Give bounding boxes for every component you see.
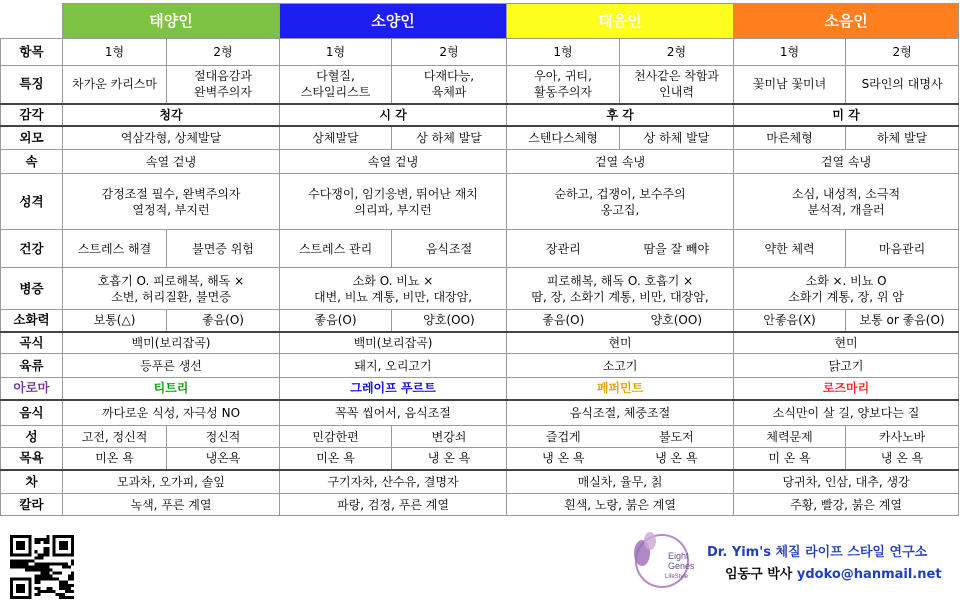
row-cha — [1, 470, 959, 494]
cell: 미 온 욕 — [734, 448, 846, 470]
cell: 매실차, 율무, 칡 — [507, 470, 734, 494]
cell: 절대음감과 완벽주의자 — [167, 66, 280, 104]
row-seong — [1, 426, 959, 448]
cell: 변강쇠 — [392, 426, 507, 448]
cell: 냉 온 욕 — [620, 448, 734, 470]
header-taeyangin: 태양인 — [63, 4, 280, 39]
cell: 다혈질, 스타일리스트 — [280, 66, 392, 104]
cell: 냉 온 욕 — [507, 448, 620, 470]
cell: 꽃미남 꽃미녀 — [734, 66, 846, 104]
constitution-table — [0, 3, 959, 516]
row-yukryu — [1, 354, 959, 378]
row-teukjing — [1, 66, 959, 104]
row-goksik — [1, 332, 959, 354]
cell: 스텐다스체형 — [507, 126, 620, 150]
cell: 다재다능, 육체파 — [392, 66, 507, 104]
cell: 닭고기 — [734, 354, 959, 378]
cell: 미온 욕 — [280, 448, 392, 470]
cell: 냉 온 욕 — [392, 448, 507, 470]
cell: 순하고, 겁쟁이, 보수주의 옹고집, — [507, 174, 734, 230]
cell: 고전, 정신적 — [63, 426, 167, 448]
row-mogyok — [1, 448, 959, 470]
cell: 구기자차, 산수유, 결명자 — [280, 470, 507, 494]
row-label: 병증 — [1, 268, 63, 310]
svg-text:Eight: Eight — [668, 551, 689, 561]
cell: 정신적 — [167, 426, 280, 448]
row-label: 음식 — [1, 400, 63, 426]
cell: 파랑, 검정, 푸른 계열 — [280, 494, 507, 516]
cell: 하체 발달 — [846, 126, 959, 150]
row-color — [1, 494, 959, 516]
cell: 좋음(O) — [167, 310, 280, 332]
eight-genes-logo-icon — [628, 527, 700, 601]
cell: 감정조절 필수, 완벽주의자 열정적, 부지런 — [63, 174, 280, 230]
cell: 까다로운 식성, 자극성 NO — [63, 400, 280, 426]
row-label: 성 — [1, 426, 63, 448]
row-label: 특징 — [1, 66, 63, 104]
cell: 체력문제 — [734, 426, 846, 448]
cell: 1형 — [63, 39, 167, 66]
row-label: 감각 — [1, 104, 63, 126]
cell: 2형 — [167, 39, 280, 66]
cell: 시 각 — [280, 104, 507, 126]
cell: 현미 — [507, 332, 734, 354]
cell: 2형 — [846, 39, 959, 66]
cell: 안좋음(X) — [734, 310, 846, 332]
cell: 장관리 — [507, 230, 620, 268]
cell: 티트리 — [63, 378, 280, 400]
cell: 흰색, 노랑, 붉은 계열 — [507, 494, 734, 516]
cell: 겉열 속냉 — [507, 150, 734, 174]
row-label: 육류 — [1, 354, 63, 378]
author-email[interactable]: ydoko@hanmail.net — [796, 567, 942, 582]
cell: 보통 or 좋음(O) — [846, 310, 959, 332]
cell: 돼지, 오리고기 — [280, 354, 507, 378]
row-geongang — [1, 230, 959, 268]
row-oemo — [1, 126, 959, 150]
cell: 냉 온 욕 — [846, 448, 959, 470]
row-label: 아로마 — [1, 378, 63, 400]
cell: 당귀차, 인삼, 대추, 생강 — [734, 470, 959, 494]
cell: 소식만이 살 길, 양보다는 질 — [734, 400, 959, 426]
header-row — [1, 4, 959, 39]
cell: 백미(보리잡곡) — [280, 332, 507, 354]
cell: 소화 ×. 비뇨 O 소화기 계통, 장, 위 암 — [734, 268, 959, 310]
row-label: 차 — [1, 470, 63, 494]
row-label: 건강 — [1, 230, 63, 268]
cell: 카사노바 — [846, 426, 959, 448]
cell: 음식조절 — [392, 230, 507, 268]
cell: 페퍼민트 — [507, 378, 734, 400]
cell: 그레이프 푸르트 — [280, 378, 507, 400]
cell: 상 하체 발달 — [392, 126, 507, 150]
cell: 소화 O. 비뇨 × 대변, 비뇨 계통, 비만, 대장암, — [280, 268, 507, 310]
cell: 불면증 위험 — [167, 230, 280, 268]
cell: 민감한편 — [280, 426, 392, 448]
cell: 소심, 내성적, 소극적 분석적, 개을러 — [734, 174, 959, 230]
row-label: 칼라 — [1, 494, 63, 516]
cell: 마른체형 — [734, 126, 846, 150]
cell: 미 각 — [734, 104, 959, 126]
cell: 양호(OO) — [392, 310, 507, 332]
cell: 음식조절, 체중조절 — [507, 400, 734, 426]
cell: 수다쟁이, 임기응변, 뛰어난 재치 의리파, 부지런 — [280, 174, 507, 230]
cell: 냉온욕 — [167, 448, 280, 470]
cell: 상 하체 발달 — [620, 126, 734, 150]
cell: 즐겁게 — [507, 426, 620, 448]
row-sohwaryeok — [1, 310, 959, 332]
row-aroma — [1, 378, 959, 400]
row-label: 소화력 — [1, 310, 63, 332]
cell: 양호(OO) — [620, 310, 734, 332]
cell: 천사같은 착함과 인내력 — [620, 66, 734, 104]
cell: 2형 — [392, 39, 507, 66]
cell: 좋음(O) — [507, 310, 620, 332]
cell: 불도저 — [620, 426, 734, 448]
row-eumsik — [1, 400, 959, 426]
cell: 녹색, 푸른 계열 — [63, 494, 280, 516]
cell: 등푸른 생선 — [63, 354, 280, 378]
cell: 좋음(O) — [280, 310, 392, 332]
svg-text:Genes: Genes — [668, 561, 695, 571]
cell: 1형 — [507, 39, 620, 66]
cell: 차가운 카리스마 — [63, 66, 167, 104]
row-hangmok — [1, 39, 959, 66]
cell: 모과차, 오가피, 솔잎 — [63, 470, 280, 494]
cell: 스트레스 관리 — [280, 230, 392, 268]
institute-name: Dr. Yim's 체질 라이프 스타일 연구소 — [707, 545, 928, 560]
row-label: 성격 — [1, 174, 63, 230]
cell: 약한 체력 — [734, 230, 846, 268]
cell: 2형 — [620, 39, 734, 66]
cell: 땀을 잘 빼야 — [620, 230, 734, 268]
cell: 1형 — [280, 39, 392, 66]
cell: 백미(보리잡곡) — [63, 332, 280, 354]
cell: 꼭꼭 씹어서, 음식조절 — [280, 400, 507, 426]
row-label: 곡식 — [1, 332, 63, 354]
cell: 보통(△) — [63, 310, 167, 332]
row-label: 목욕 — [1, 448, 63, 470]
row-seonggyeok — [1, 174, 959, 230]
cell: 속열 겉냉 — [63, 150, 280, 174]
row-label: 외모 — [1, 126, 63, 150]
row-gamgak — [1, 104, 959, 126]
row-label: 항목 — [1, 39, 63, 66]
cell: 1형 — [734, 39, 846, 66]
cell: 피로해복, 해독 O. 호흡기 × 땀, 장, 소화기 계통, 비만, 대장암, — [507, 268, 734, 310]
row-sok — [1, 150, 959, 174]
header-taeeumin: 태음인 — [507, 4, 734, 39]
author-line — [725, 563, 942, 582]
cell: 상체발달 — [280, 126, 392, 150]
cell: 역삼각형, 상체발달 — [63, 126, 280, 150]
row-label: 속 — [1, 150, 63, 174]
cell: 현미 — [734, 332, 959, 354]
header-soeumin: 소음인 — [734, 4, 959, 39]
cell: 스트레스 해결 — [63, 230, 167, 268]
qr-code-icon — [10, 535, 74, 599]
cell: 호흡기 O. 피로해복, 해독 × 소변, 허리질환, 불면증 — [63, 268, 280, 310]
cell: 소고기 — [507, 354, 734, 378]
row-byeongjeung — [1, 268, 959, 310]
header-blank — [1, 4, 63, 39]
cell: 속열 겉냉 — [280, 150, 507, 174]
cell: 마음관리 — [846, 230, 959, 268]
cell: S라인의 대명사 — [846, 66, 959, 104]
cell: 주황, 빨강, 붉은 계열 — [734, 494, 959, 516]
cell: 겉열 속냉 — [734, 150, 959, 174]
author-name: 임동구 박사 — [725, 567, 793, 582]
cell: 로즈마리 — [734, 378, 959, 400]
cell: 후 각 — [507, 104, 734, 126]
svg-text:LifeStyle: LifeStyle — [665, 574, 689, 580]
cell: 청각 — [63, 104, 280, 126]
cell: 우아, 귀티, 활동주의자 — [507, 66, 620, 104]
cell: 미온 욕 — [63, 448, 167, 470]
header-soyangin: 소양인 — [280, 4, 507, 39]
